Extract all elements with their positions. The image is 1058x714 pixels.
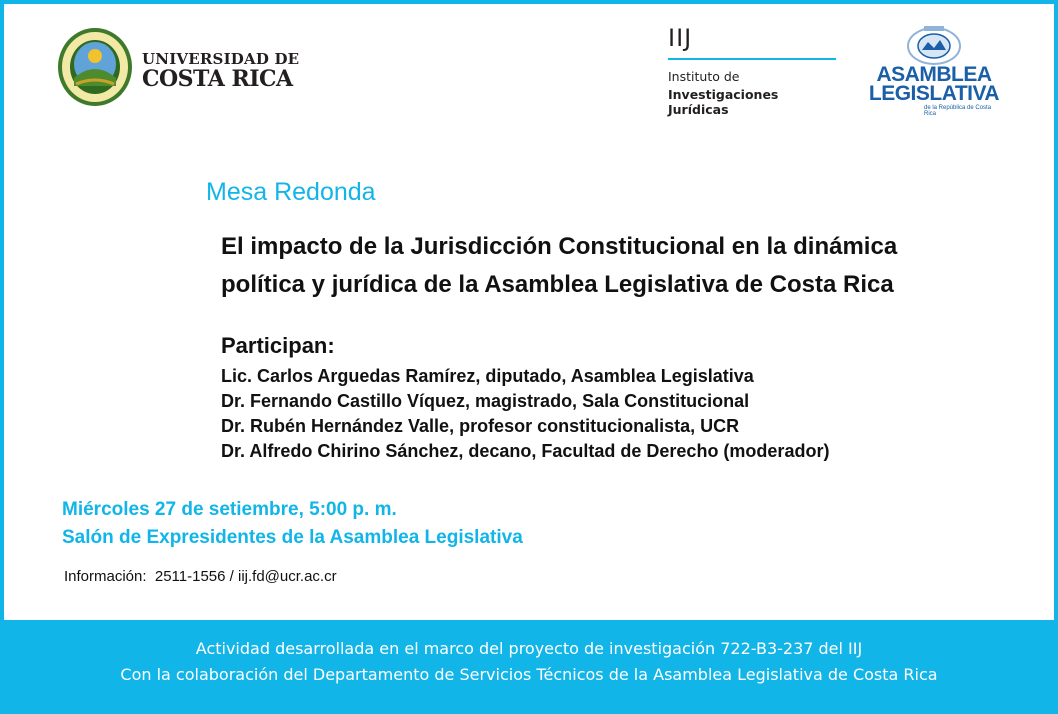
coat-of-arms-icon <box>864 24 1004 66</box>
event-type: Mesa Redonda <box>206 178 376 206</box>
participant-item: Dr. Rubén Hernández Valle, profesor constitucionalista, UCR <box>221 416 740 436</box>
iij-divider <box>668 58 836 60</box>
event-title-line2: política y jurídica de la Asamblea Legislativa de Costa Rica <box>221 271 894 298</box>
participant-item: Lic. Carlos Arguedas Ramírez, diputado, Asamblea Legislativa <box>221 366 754 386</box>
event-schedule <box>62 496 523 552</box>
participants-list <box>221 364 829 464</box>
event-title <box>221 228 1021 304</box>
footer-line2: Con la colaboración del Departamento de Servicios Técnicos de la Asamblea Legislativa de Costa Rica <box>120 665 938 684</box>
ucr-name-line1: UNIVERSIDAD DE <box>142 50 300 68</box>
iij-logo <box>668 24 836 117</box>
asamblea-logo <box>864 24 1004 117</box>
asamblea-subtitle: de la República de Costa Rica <box>924 105 992 117</box>
event-venue: Salón de Expresidentes de la Asamblea Legislativa <box>62 527 523 548</box>
event-date: Miércoles 27 de setiembre, 5:00 p. m. <box>62 499 397 520</box>
asamblea-name-line2: LEGISLATIVA <box>868 82 1000 105</box>
asamblea-name-line1: ASAMBLEA <box>876 63 992 86</box>
participant-item: Dr. Alfredo Chirino Sánchez, decano, Facultad de Derecho (moderador) <box>221 441 830 461</box>
ucr-name-line2: COSTA RICA <box>142 66 293 92</box>
iij-name-line1: Instituto de <box>668 69 740 84</box>
contact-info: Información: 2511-1556 / iij.fd@ucr.ac.cr <box>64 568 337 585</box>
ucr-seal-icon <box>56 26 134 108</box>
iij-name-line2: Investigaciones Jurídicas <box>668 87 779 117</box>
footer-line1: Actividad desarrollada en el marco del proyecto de investigación 722-B3-237 del IIJ <box>195 639 863 658</box>
participant-item: Dr. Fernando Castillo Víquez, magistrado, Sala Constitucional <box>221 391 750 411</box>
event-title-line1: El impacto de la Jurisdicción Constitucional en la dinámica <box>221 233 898 260</box>
participants-heading: Participan: <box>221 333 335 358</box>
footer-banner <box>0 620 1058 714</box>
iij-abbr: IIJ <box>668 24 693 52</box>
